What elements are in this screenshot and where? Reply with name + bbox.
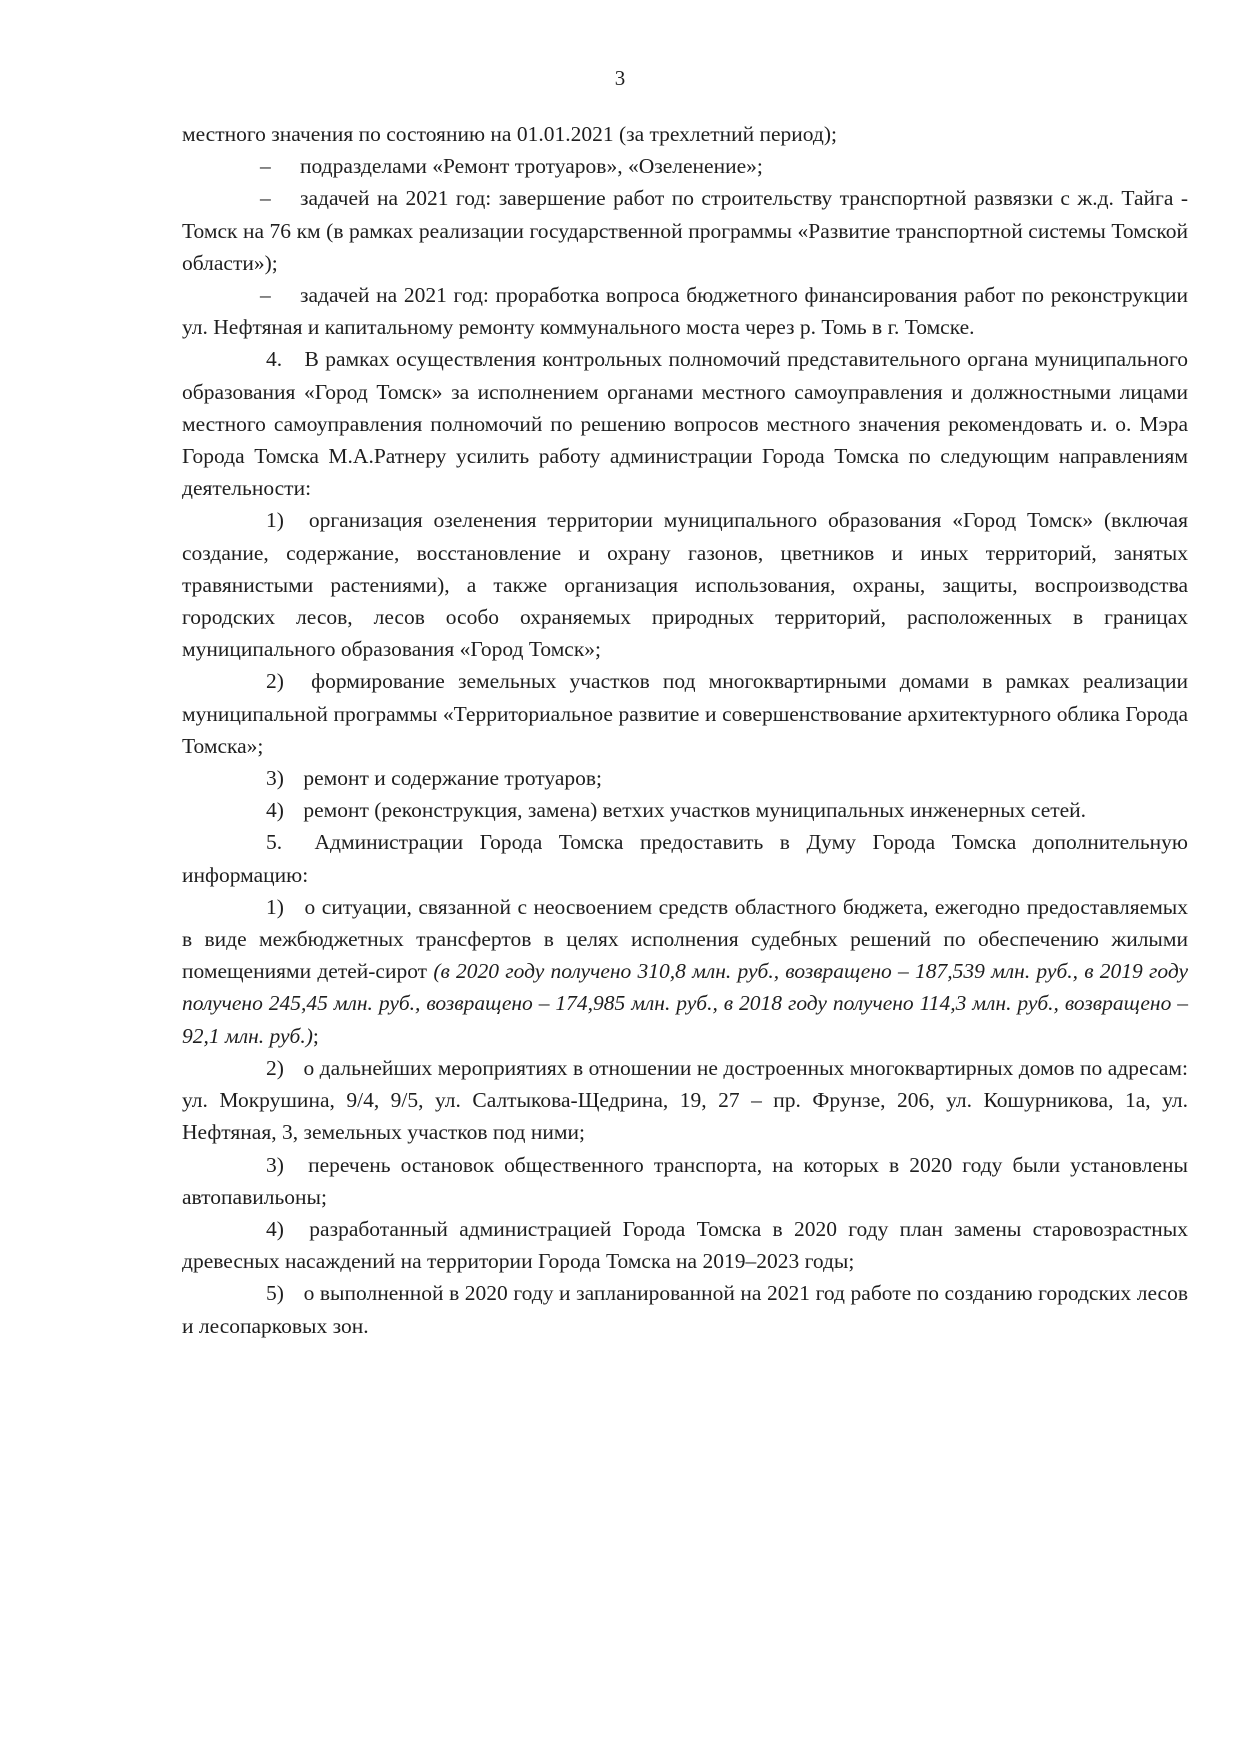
sub-item-5-3 [182,1149,1188,1213]
paragraph-text: формирование земельных участков под многоквартирными домами в рамках реализации муниципальной программы «Территориальное развитие и совершенствование архитектурного облика Города Томска»; [182,669,1189,758]
item-number: 5. [266,830,283,855]
paragraph-end: ; [312,1023,319,1048]
paragraph-text: ремонт и содержание тротуаров; [303,766,603,791]
paragraph-text: перечень остановок общественного транспорта, на которых в 2020 году были установлены автопавильоны; [182,1152,1189,1209]
paragraph-text: ремонт (реконструкция, замена) ветхих участков муниципальных инженерных сетей. [303,798,1087,823]
item-number: 2) [266,1055,284,1080]
item-number: 3) [266,766,284,791]
item-number: 2) [266,669,284,694]
paragraph-text: местного значения по состоянию на 01.01.2021 (за трехлетний период); [182,122,837,146]
paragraph-continuation [182,118,1188,150]
document-body [182,118,1188,1342]
sub-item-4-2 [182,665,1188,762]
dash-marker: – [260,283,271,308]
sub-item-5-2 [182,1052,1188,1149]
paragraph-text: задачей на 2021 год: завершение работ по строительству транспортной развязки с ж.д. Тайга - Томск на 76 км (в рамках реализации государственной программы «Развитие транспортной системы Томской области»); [182,186,1188,275]
item-number: 1) [266,894,284,919]
paragraph-text: разработанный администрацией Города Томска в 2020 году план замены старовозрастных древесных насаждений на территории Города Томска на 2019–2023 годы; [182,1216,1188,1274]
sub-item-4-4 [182,794,1188,826]
sub-item-5-4 [182,1213,1188,1277]
item-number: 5) [266,1281,284,1306]
paragraph-italic-text: (в 2020 году получено 310,8 млн. руб., возвращено – 187,539 млн. руб., в 2019 году получено 245,45 млн. руб., возвращено – 174,985 млн. руб., в 2018 году получено 114,3 млн. руб., возвращено – 92,1 млн. руб.) [182,959,1189,1048]
sub-item-4-3 [182,762,1188,794]
paragraph-text: задачей на 2021 год: проработка вопроса бюджетного финансирования работ по реконструкции ул. Нефтяная и капитальному ремонту коммунального моста через р. Томь в г. Томске. [182,283,1188,340]
paragraph-text: о ситуации, связанной с неосвоением средств областного бюджета, ежегодно предоставляемых в виде межбюджетных трансфертов в целях исполнения судебных решений по обеспечению жилыми помещениями детей-сирот [182,894,1189,984]
item-number: 4) [266,798,284,823]
numbered-item-4 [182,343,1188,504]
numbered-item-5 [182,826,1188,890]
sub-item-4-1 [182,504,1188,665]
paragraph-text: о дальнейших мероприятиях в отношении не достроенных многоквартирных домов по адресам: ул. Мокрушина, 9/4, 9/5, ул. Салтыкова-Щедрина, 19, 27 – пр. Фрунзе, 206, ул. Кошурникова, 1а, ул. Нефтяная, 3, земельных участков под ними; [182,1055,1188,1145]
list-item-dash [182,150,1188,182]
paragraph-text: подразделами «Ремонт тротуаров», «Озеленение»; [300,154,763,179]
item-number: 4. [266,347,283,372]
dash-marker: – [260,154,271,179]
sub-item-5-1 [182,891,1188,1052]
page-number: 3 [614,66,626,90]
paragraph-text: В рамках осуществления контрольных полномочий представительного органа муниципального образования «Город Томск» за исполнением органами местного самоуправления и должностными лицами местного самоуправления полномочий по решению вопросов местного значения рекомендовать и. о. Мэра Города Томска М.А.Ратнеру усилить работу администрации Города Томска по следующим направлениям деятельности: [182,347,1188,501]
paragraph-text: о выполненной в 2020 году и запланированной на 2021 год работе по созданию городских лесов и лесопарковых зон. [182,1281,1188,1338]
dash-marker: – [260,186,271,211]
item-number: 1) [266,508,284,533]
list-item-dash [182,182,1188,279]
paragraph-text: организация озеленения территории муниципального образования «Город Томск» (включая создание, содержание, восстановление и охрану газонов, цветников и иных территорий, занятых травянистыми растениями), а также организация использования, охраны, защиты, воспроизводства городских лесов, лесов особо охраняемых природных территорий, расположенных в границах муниципального образования «Город Томск»; [182,508,1188,662]
paragraph-text: Администрации Города Томска предоставить в Думу Города Томска дополнительную информацию: [182,830,1188,887]
item-number: 4) [266,1216,284,1241]
sub-item-5-5 [182,1277,1188,1341]
item-number: 3) [266,1152,284,1177]
list-item-dash [182,279,1188,343]
